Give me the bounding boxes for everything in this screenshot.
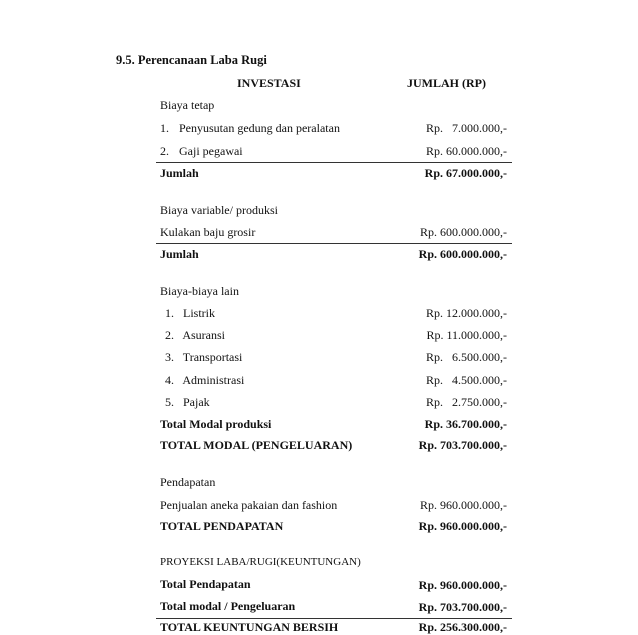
- projection-row-label: Total Pendapatan: [160, 577, 251, 591]
- other-cost-item: [160, 350, 242, 365]
- item-number: 2.: [165, 328, 174, 342]
- item-label: Pajak: [183, 395, 210, 409]
- revenue-heading: Pendapatan: [160, 475, 216, 489]
- net-profit-label: TOTAL KEUNTUNGAN BERSIH: [160, 620, 339, 634]
- production-total-label: Total Modal produksi: [160, 417, 272, 431]
- item-amount: Rp. 12.000.000,-: [426, 306, 507, 320]
- revenue-total-amount: Rp. 960.000.000,-: [418, 519, 507, 533]
- total-expense-label: TOTAL MODAL (PENGELUARAN): [160, 438, 353, 452]
- item-number: 1.: [165, 306, 174, 320]
- item-amount: Rp. 60.000.000,-: [426, 144, 507, 158]
- variable-cost-item-amount: Rp. 600.000.000,-: [420, 225, 507, 239]
- item-label: Listrik: [183, 306, 215, 320]
- variable-cost-item-label: Kulakan baju grosir: [160, 225, 256, 239]
- variable-cost-heading: Biaya variable/ produksi: [160, 203, 278, 217]
- fixed-cost-item: [160, 144, 243, 159]
- net-profit-amount: Rp. 256.300.000,-: [418, 620, 507, 634]
- item-label: Gaji pegawai: [179, 144, 243, 158]
- total-expense-amount: Rp. 703.700.000,-: [418, 438, 507, 452]
- fixed-cost-total-amount: Rp. 67.000.000,-: [424, 166, 507, 180]
- divider-line: [156, 162, 512, 163]
- other-cost-item: [160, 328, 225, 343]
- other-cost-item: [160, 395, 210, 410]
- projection-row-label: Total modal / Pengeluaran: [160, 599, 296, 613]
- item-amount: Rp. 7.000.000,-: [426, 121, 507, 135]
- divider-line: [156, 243, 512, 244]
- item-amount: Rp. 11.000.000,-: [426, 328, 507, 342]
- revenue-total-label: TOTAL PENDAPATAN: [160, 519, 284, 533]
- projection-row-amount: Rp. 960.000.000,-: [418, 578, 507, 592]
- production-total-amount: Rp. 36.700.000,-: [424, 417, 507, 431]
- other-cost-item: [160, 373, 244, 388]
- item-label: Transportasi: [182, 350, 243, 364]
- item-number: 4.: [165, 373, 174, 387]
- fixed-cost-total-label: Jumlah: [160, 166, 199, 180]
- item-number: 3.: [165, 350, 174, 364]
- other-cost-heading: Biaya-biaya lain: [160, 284, 239, 298]
- projection-row-amount: Rp. 703.700.000,-: [418, 600, 507, 614]
- other-cost-item: [160, 306, 215, 321]
- item-amount: Rp. 4.500.000,-: [426, 373, 507, 387]
- item-number: 5.: [165, 395, 174, 409]
- fixed-cost-heading: Biaya tetap: [160, 98, 215, 112]
- divider-line: [156, 618, 512, 619]
- item-number: 2.: [160, 144, 169, 158]
- revenue-item-label: Penjualan aneka pakaian dan fashion: [160, 498, 338, 512]
- variable-cost-total-amount: Rp. 600.000.000,-: [418, 247, 507, 261]
- revenue-item-amount: Rp. 960.000.000,-: [420, 498, 507, 512]
- header-investasi: INVESTASI: [237, 76, 301, 90]
- fixed-cost-item: [160, 121, 340, 136]
- item-label: Administrasi: [182, 373, 245, 387]
- projection-heading: PROYEKSI LABA/RUGI(KEUNTUNGAN): [160, 556, 361, 568]
- header-jumlah: JUMLAH (RP): [407, 76, 486, 90]
- item-number: 1.: [160, 121, 169, 135]
- item-label: Penyusutan gedung dan peralatan: [179, 121, 340, 135]
- item-amount: Rp. 6.500.000,-: [426, 350, 507, 364]
- item-amount: Rp. 2.750.000,-: [426, 395, 507, 409]
- section-title: 9.5. Perencanaan Laba Rugi: [116, 53, 267, 67]
- item-label: Asuransi: [182, 328, 226, 342]
- variable-cost-total-label: Jumlah: [160, 247, 199, 261]
